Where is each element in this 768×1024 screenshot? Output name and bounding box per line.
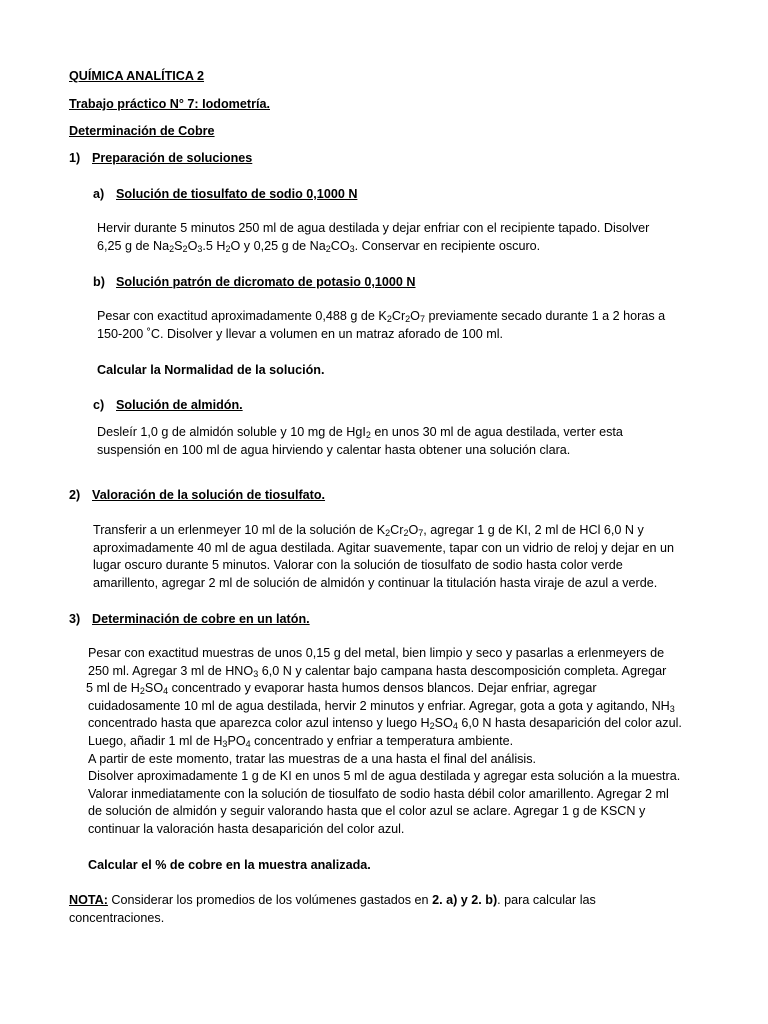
calc-copper-percent: Calcular el % de cobre en la muestra analizada. (88, 858, 371, 872)
subsection-b-title: Solución patrón de dicromato de potasio 0,1000 N (116, 275, 416, 289)
paragraph-line: cuidadosamente 10 ml de agua destilada, hervir 2 minutos y enfriar. Agregar, gota a gota y agitando, $NH_3$ (88, 698, 675, 714)
subsection-a-body (97, 220, 649, 255)
paragraph-line: Disolver aproximadamente 1 g de KI en unos 5 ml de agua destilada y agregar esta solución a la muestra. (88, 769, 681, 784)
section-2-number: 2) (69, 488, 81, 502)
paragraph-line: Valorar inmediatamente con la solución de tiosulfato de sodio hasta débil color amarillento. Agregar 2 ml (88, 786, 669, 801)
nota-block (69, 892, 596, 927)
subsection-a-letter: a) (93, 187, 105, 201)
paragraph-line: aproximadamente 40 ml de agua destilada. Agitar suavemente, tapar con un vidrio de reloj y dejar en un (93, 540, 675, 555)
paragraph-line: continuar la valoración hasta desaparición del color azul. (88, 821, 405, 836)
paragraph-line: 150-200 ˚C. Disolver y llevar a volumen en un matraz aforado de 100 ml. (97, 326, 504, 341)
calc-normality: Calcular la Normalidad de la solución. (97, 363, 325, 377)
section-3-title: Determinación de cobre en un latón. (92, 612, 310, 626)
paragraph-line: de solución de almidón y seguir valorando hasta que el color azul se aclare. Agregar 1 g de KSCN y (88, 804, 646, 819)
paragraph-line: 250 ml. Agregar 3 ml de $HNO_3$ 6,0 N y calentar bajo campana hasta descomposición completa. Agregar (88, 663, 667, 679)
subsection-c-letter: c) (93, 398, 105, 412)
paragraph-line: concentraciones. (69, 910, 165, 925)
paragraph-line: Pesar con exactitud muestras de unos 0,15 g del metal, bien limpio y seco y pasarlas a erlenmeyers de (88, 646, 665, 660)
paragraph-line: 5 ml de $H_2SO_4$ concentrado y evaporar hasta humos densos blancos. Dejar enfriar, agregar (86, 681, 597, 697)
section-3-body (88, 645, 682, 839)
section-2-title: Valoración de la solución de tiosulfato. (92, 488, 326, 502)
paragraph-line: NOTA: Considerar los promedios de los volúmenes gastados en 2. a) y 2. b). para calcular las (69, 893, 596, 907)
section-1-number: 1) (69, 151, 81, 165)
subsection-a-title: Solución de tiosulfato de sodio 0,1000 N (116, 187, 358, 201)
nota-label: NOTA: (69, 893, 108, 907)
paragraph-line: amarillento, agregar 2 ml de solución de almidón y continuar la titulación hasta viraje de azul a verde. (93, 575, 658, 590)
paragraph-line: lugar oscuro durante 5 minutos. Valorar con la solución de tiosulfato de sodio hasta color verde (93, 558, 623, 573)
paragraph-line: 6,25 g de $Na_2S_2O_3.5$ $H_2O$ y 0,25 g de $Na_2CO_3$. Conservar en recipiente oscuro. (97, 238, 541, 254)
subsection-b-body (97, 308, 665, 343)
paragraph-line: Luego, añadir 1 ml de $H_3PO_4$ concentrado y enfriar a temperatura ambiente. (88, 733, 514, 749)
paragraph-line: concentrado hasta que aparezca color azul intenso y luego $H_2SO_4$ 6,0 N hasta desaparición del color azul. (88, 716, 682, 732)
subsection-b-letter: b) (93, 275, 105, 289)
paragraph-line: Hervir durante 5 minutos 250 ml de agua destilada y dejar enfriar con el recipiente tapado. Disolver (97, 221, 650, 235)
subsection-c-title: Solución de almidón. (116, 398, 243, 412)
course-title: QUÍMICA ANALÍTICA 2 (69, 69, 205, 83)
topic-title: Determinación de Cobre (69, 124, 215, 138)
paragraph-line: Desleír 1,0 g de almidón soluble y 10 mg de HgI$_2$ en unos 30 ml de agua destilada, verter esta (97, 425, 623, 440)
section-3-number: 3) (69, 612, 81, 626)
subsection-c-body (97, 424, 623, 459)
paragraph-line: Transferir a un erlenmeyer 10 ml de la solución de $K_2Cr_2O_7$, agregar 1 g de KI, 2 ml de HCl 6,0 N y (93, 523, 644, 538)
paragraph-line: A partir de este momento, tratar las muestras de a una hasta el final del análisis. (88, 751, 537, 766)
paragraph-line: suspensión en 100 ml de agua hirviendo y calentar hasta obtener una solución clara. (97, 442, 571, 457)
section-2-body (93, 522, 674, 592)
paragraph-line: Pesar con exactitud aproximadamente 0,488 g de $K_2Cr_2O_7$ previamente secado durante 1 a 2 horas a (97, 309, 666, 324)
section-1-title: Preparación de soluciones (92, 151, 253, 165)
practical-title: Trabajo práctico N° 7: Iodometría. (69, 97, 270, 111)
